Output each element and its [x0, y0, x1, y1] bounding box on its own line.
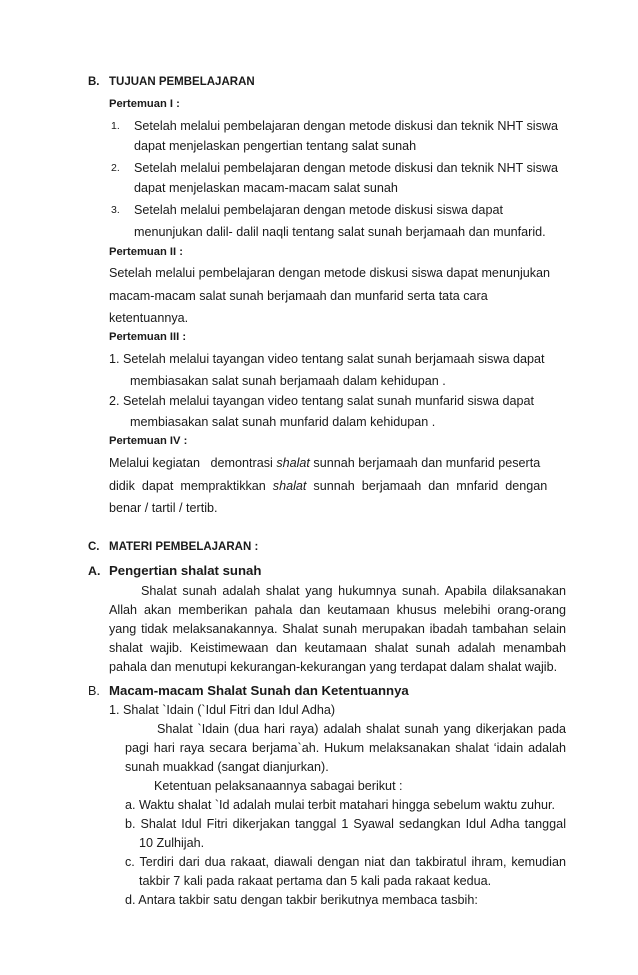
list-item-line: c. Terdiri dari dua rakaat, diawali dengan niat dan takbiratul ihram, kemudian [125, 855, 566, 869]
paragraph-line: shalat wajib. Keistimewaan dan keutamaan shalat sunah adalah menambah [109, 641, 566, 655]
list-item-line: 10 Zulhijah. [139, 836, 205, 850]
list-item-line: d. Antara takbir satu dengan takbir berikutnya membaca tasbih: [125, 893, 478, 907]
paragraph-line [109, 478, 547, 494]
pertemuan-2-title: Pertemuan II : [109, 246, 183, 258]
paragraph-line [109, 455, 540, 471]
list-item-number: 1. [111, 120, 120, 132]
italic-term: shalat [272, 479, 307, 493]
section-c-heading: MATERI PEMBELAJARAN : [109, 541, 259, 553]
materi-a-title: Pengertian shalat sunah [109, 563, 262, 578]
subheading: 1. Shalat `Idain (`Idul Fitri dan Idul Adha) [109, 703, 336, 717]
list-item-line: dapat menjelaskan macam-macam salat sunah [134, 181, 398, 195]
list-item-line: a. Waktu shalat `Id adalah mulai terbit matahari hingga sebelum waktu zuhur. [125, 798, 556, 812]
italic-term: shalat [276, 456, 310, 470]
text-run: didik dapat mempraktikkan [109, 479, 273, 493]
text-run: sunnah berjamaah dan munfarid peserta [309, 456, 541, 470]
text-run: sunnah berjamaah dan mnfarid dengan [306, 479, 548, 493]
paragraph-line: sunah muakkad (sangat dianjurkan). [125, 760, 329, 774]
list-item-line: takbir 7 kali pada rakaat pertama dan 5 kali pada rakaat kedua. [139, 874, 492, 888]
list-item-number: 3. [111, 204, 120, 216]
list-item-line: 2. Setelah melalui tayangan video tentang salat sunah munfarid siswa dapat [109, 394, 534, 408]
list-item-line: Setelah melalui pembelajaran dengan metode diskusi siswa dapat [134, 203, 503, 217]
materi-b-marker: B. [88, 684, 100, 698]
paragraph-line: Setelah melalui pembelajaran dengan metode diskusi siswa dapat menunjukan [109, 266, 551, 280]
paragraph-line: Allah akan memberikan pahala dan keutamaan khusus melebihi orang-orang [109, 603, 566, 617]
paragraph-line: benar / tartil / tertib. [109, 501, 218, 515]
pertemuan-4-title: Pertemuan IV : [109, 435, 188, 447]
paragraph-line: pahala dan menutupi kekurangan-kekurangan yang terdapat dalam shalat wajib. [109, 660, 558, 674]
text-run: Melalui kegiatan demontrasi [109, 456, 277, 470]
section-b-heading: TUJUAN PEMBELAJARAN [109, 76, 255, 88]
pertemuan-1-title: Pertemuan I : [109, 98, 180, 110]
paragraph-line: Shalat `Idain (dua hari raya) adalah shalat sunah yang dikerjakan pada [157, 722, 566, 736]
materi-a-marker: A. [88, 564, 101, 578]
list-item-line: dapat menjelaskan pengertian tentang salat sunah [134, 139, 417, 153]
list-item-line: 1. Setelah melalui tayangan video tentang salat sunah berjamaah siswa dapat [109, 352, 545, 366]
list-item-line: Setelah melalui pembelajaran dengan metode diskusi dan teknik NHT siswa [134, 161, 558, 175]
list-item-line: membiasakan salat sunah munfarid dalam kehidupan . [130, 415, 436, 429]
paragraph-line: Ketentuan pelaksanaannya sabagai berikut : [154, 779, 403, 793]
paragraph-line: Shalat sunah adalah shalat yang hukumnya sunah. Apabila dilaksanakan [141, 584, 566, 598]
list-item-line: b. Shalat Idul Fitri dikerjakan tanggal 1 Syawal sedangkan Idul Adha tanggal [125, 817, 566, 831]
list-item-line: menunjukan dalil- dalil naqli tentang salat sunah berjamaah dan munfarid. [134, 225, 546, 239]
section-b-marker: B. [88, 76, 100, 88]
section-c-marker: C. [88, 541, 100, 553]
list-item-line: membiasakan salat sunah berjamaah dalam kehidupan . [130, 374, 446, 388]
paragraph-line: yang tidak melaksanakannya. Shalat sunah merupakan ibadah tambahan selain [109, 622, 566, 636]
materi-b-title: Macam-macam Shalat Sunah dan Ketentuannya [109, 683, 409, 698]
pertemuan-3-title: Pertemuan III : [109, 331, 187, 343]
paragraph-line: macam-macam salat sunah berjamaah dan munfarid serta tata cara [109, 289, 488, 303]
list-item-number: 2. [111, 162, 120, 174]
paragraph-line: ketentuannya. [109, 311, 189, 325]
paragraph-line: pagi hari raya secara berjama`ah. Hukum melaksanakan shalat ‘idain adalah [125, 741, 566, 755]
list-item-line: Setelah melalui pembelajaran dengan metode diskusi dan teknik NHT siswa [134, 119, 558, 133]
